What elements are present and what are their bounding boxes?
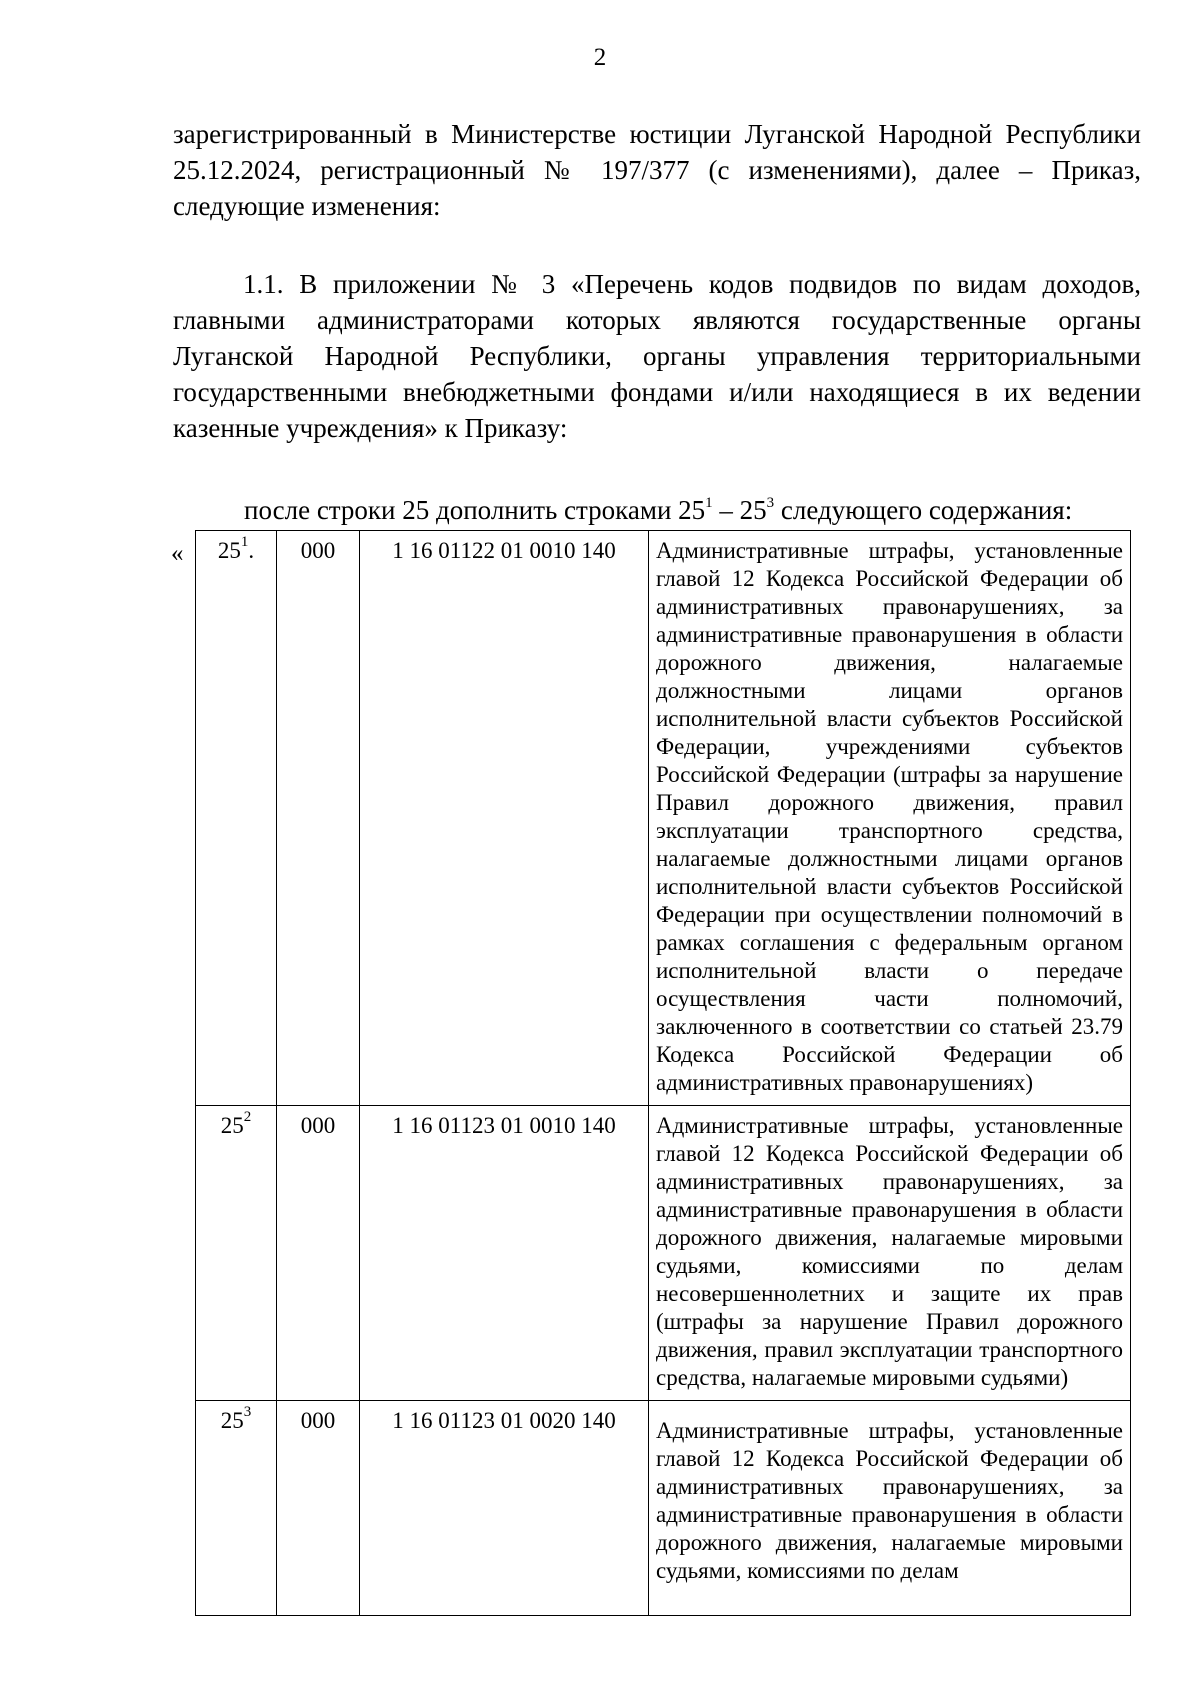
row-number-sup: 1 [240,534,249,550]
paragraph-amendment: 1.1. В приложении № 3 «Перечень кодов подвидов по видам доходов, главными администраторами которых являются государственные органы Луганской Народной Республики, органы управления территориальными государственными внебюджетными фондами и/или находящиеся в их ведении казенные учреждения» к Приказу: [173,269,1141,443]
page-number: 2 [593,44,607,71]
row-number-sup: 3 [243,1404,252,1420]
row-number-base: 25 [220,1113,244,1138]
row-number-base: 25 [217,538,241,563]
row-description: Административные штрафы, установленные главой 12 Кодекса Российской Федерации об административных правонарушениях, за административные правонарушения в области дорожного движения, налагаемые должностными лицами органов исполнительной власти субъектов Российской Федерации, учреждениями субъектов Российской Федерации (штрафы за нарушение Правил дорожного движения, правил эксплуатации транспортного средства, налагаемые должностными лицами органов исполнительной власти субъектов Российской Федерации при осуществлении полномочий в рамках соглашения с федеральным органом исполнительной власти о передаче осуществления части полномочий, заключенного в соответствии со статьей 23.79 Кодекса Российской Федерации об административных правонарушениях) [649,531,1131,1106]
table-row [196,531,1131,1106]
row-code: 1 16 01122 01 0010 140 [360,531,649,1106]
intro-suffix: следующего содержания: [774,495,1073,525]
row-subtype: 000 [277,1401,360,1616]
row-subtype: 000 [277,1106,360,1401]
intro-sup-to: 3 [766,495,775,511]
paragraph-registration: зарегистрированный в Министерстве юстиции Луганской Народной Республики 25.12.2024, регистрационный № 197/377 (с изменениями), далее – Приказ, следующие изменения: [173,119,1141,221]
row-code: 1 16 01123 01 0010 140 [360,1106,649,1401]
row-number [196,531,277,1106]
open-quote: « [171,540,184,567]
table-intro [244,492,1144,528]
intro-prefix: после строки 25 дополнить строками 25 [244,495,706,525]
row-number-sup: 2 [243,1109,252,1125]
row-subtype: 000 [277,531,360,1106]
row-description: Административные штрафы, установленные главой 12 Кодекса Российской Федерации об административных правонарушениях, за административные правонарушения в области дорожного движения, налагаемые мировыми судьями, комиссиями по делам несовершеннолетних и защите их прав (штрафы за нарушение Правил дорожного движения, правил эксплуатации транспортного средства, налагаемые мировыми судьями) [649,1106,1131,1401]
intro-dash: – 25 [712,495,767,525]
row-code: 1 16 01123 01 0020 140 [360,1401,649,1616]
row-number-suffix: . [248,538,255,563]
table-row [196,1106,1131,1401]
row-number [196,1106,277,1401]
row-description: Административные штрафы, установленные главой 12 Кодекса Российской Федерации об административных правонарушениях, за административные правонарушения в области дорожного движения, налагаемые мировыми судьями, комиссиями по делам [649,1401,1131,1616]
intro-sup-from: 1 [705,495,713,511]
row-number-base: 25 [220,1408,244,1433]
income-codes-table [195,530,1131,1616]
row-number [196,1401,277,1616]
table-row [196,1401,1131,1616]
